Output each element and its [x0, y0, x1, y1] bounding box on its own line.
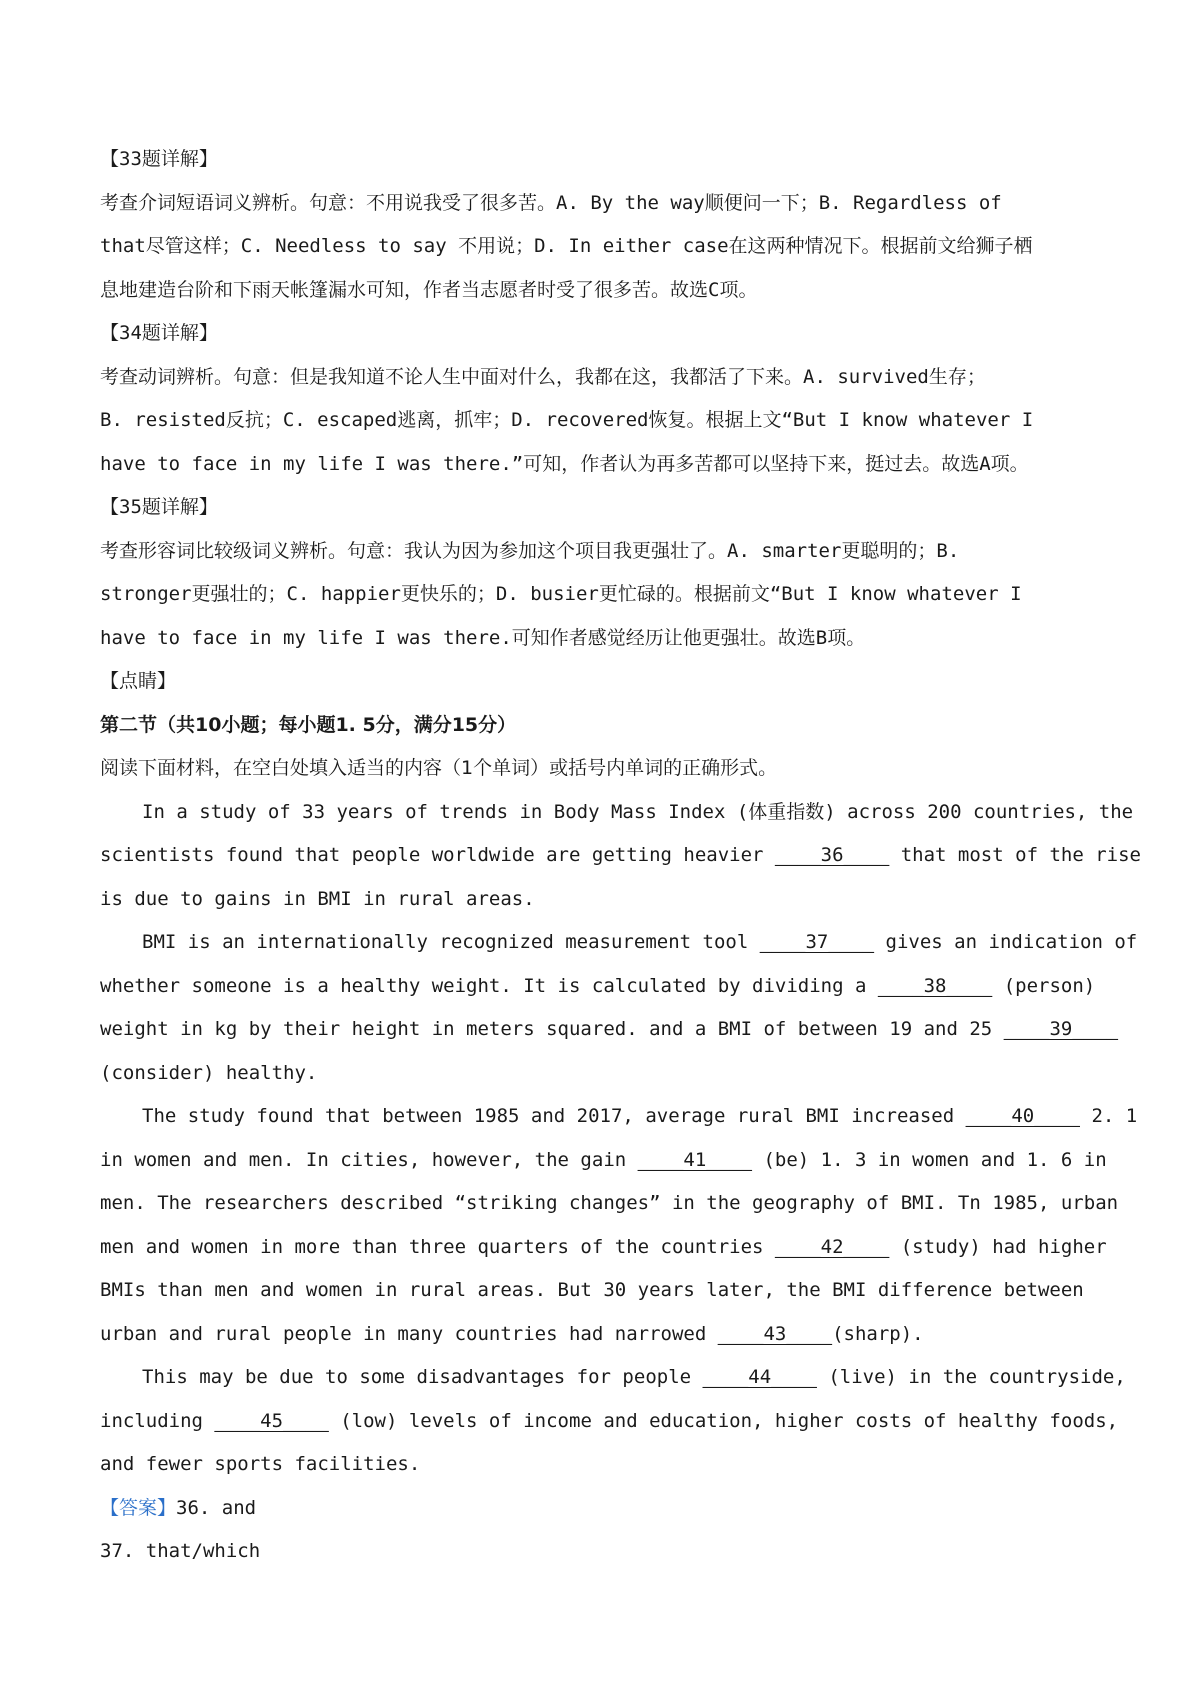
passage-line: whether someone is a healthy weight. It is calculated by dividing a ____38____ (person) [100, 974, 1096, 997]
passage-line: BMIs than men and women in rural areas. But 30 years later, the BMI difference between [100, 1279, 1084, 1301]
passage-line: in women and men. In cities, however, the gain ____41____ (be) 1. 3 in women and 1. 6 in [100, 1148, 1107, 1171]
passage-line: The study found that between 1985 and 2017, average rural BMI increased ____40____ 2. 1 [142, 1105, 1138, 1127]
blank-44[interactable]: ____44____ [702, 1366, 817, 1388]
heading-q35: 【35题详解】 [100, 496, 218, 518]
blank-45[interactable]: ____45____ [214, 1409, 329, 1432]
passage-line: (consider) healthy. [100, 1061, 318, 1084]
text-line: have to face in my life I was there.”可知，作者认为再多苦都可以坚持下来，挺过去。故选A项。 [100, 452, 1029, 475]
text-line: that尽管这样；C. Needless to say 不用说；D. In either case在这两种情况下。根据前文给狮子栖 [100, 235, 1033, 257]
text-line: 考查形容词比较级词义辨析。句意：我认为因为参加这个项目我更强壮了。A. smarter更聪明的；B. [100, 539, 960, 562]
text-line: 息地建造台阶和下雨天帐篷漏水可知，作者当志愿者时受了很多苦。故选C项。 [100, 278, 758, 301]
blank-37[interactable]: ____37____ [759, 931, 875, 953]
text-line: 考查动词辨析。句意：但是我知道不论人生中面对什么，我都在这，我都活了下来。A. survived生存； [100, 365, 986, 388]
heading-q34: 【34题详解】 [100, 322, 218, 344]
text-line: have to face in my life I was there.可知作者感觉经历让他更强壮。故选B项。 [100, 626, 866, 649]
passage-line: scientists found that people worldwide are getting heavier ____36____ that most of the rise [100, 844, 1141, 866]
heading-q33: 【33题详解】 [100, 148, 218, 170]
passage-line: BMI is an internationally recognized measurement tool ____37____ gives an indication of [142, 931, 1138, 953]
answer-line [100, 1487, 1130, 1531]
text-line: B. resisted反抗；C. escaped逃离，抓牢；D. recovered恢复。根据上文“But I know whatever I [100, 409, 1034, 431]
blank-42[interactable]: ____42____ [774, 1235, 890, 1258]
text-line: 考查介词短语词义辨析。句意：不用说我受了很多苦。A. By the way顺便问一下；B. Regardless of [100, 191, 1002, 214]
document-page [100, 138, 1141, 1574]
answer-36: 36. and [176, 1496, 257, 1519]
passage-line: This may be due to some disadvantages for people ____44____ (live) in the countryside, [142, 1366, 1126, 1388]
answer-37: 37. that/which [100, 1540, 261, 1562]
answer-tag: 【答案】 [100, 1496, 177, 1519]
passage-line: men. The researchers described “striking changes” in the geography of BMI. Tn 1985, urban [100, 1192, 1119, 1214]
heading-tips: 【点睛】 [100, 670, 177, 692]
passage-line: men and women in more than three quarters of the countries ____42____ (study) had higher [100, 1235, 1107, 1258]
blank-40[interactable]: ____40____ [965, 1105, 1080, 1127]
blank-36[interactable]: ____36____ [774, 844, 890, 866]
passage-line: and fewer sports facilities. [100, 1453, 421, 1475]
passage-line: is due to gains in BMI in rural areas. [100, 887, 535, 910]
blank-43[interactable]: ____43____ [717, 1322, 833, 1345]
passage-line: In a study of 33 years of trends in Body Mass Index (体重指数) across 200 countries, the [142, 800, 1134, 823]
blank-41[interactable]: ____41____ [637, 1148, 753, 1171]
passage-line: weight in kg by their height in meters squared. and a BMI of between 19 and 25 ____39____ [100, 1018, 1119, 1040]
text-line: stronger更强壮的；C. happier更快乐的；D. busier更忙碌的。根据前文“But I know whatever I [100, 583, 1022, 605]
blank-38[interactable]: ____38____ [877, 974, 993, 997]
instruction: 阅读下面材料，在空白处填入适当的内容（1个单词）或括号内单词的正确形式。 [100, 757, 778, 779]
passage-line: urban and rural people in many countries had narrowed ____43____(sharp). [100, 1322, 924, 1345]
section-title: 第二节（共10小题；每小题1. 5分，满分15分） [100, 713, 517, 736]
passage-line: including ____45____ (low) levels of income and education, higher costs of healthy foods, [100, 1409, 1119, 1432]
blank-39[interactable]: ____39____ [1003, 1018, 1119, 1040]
